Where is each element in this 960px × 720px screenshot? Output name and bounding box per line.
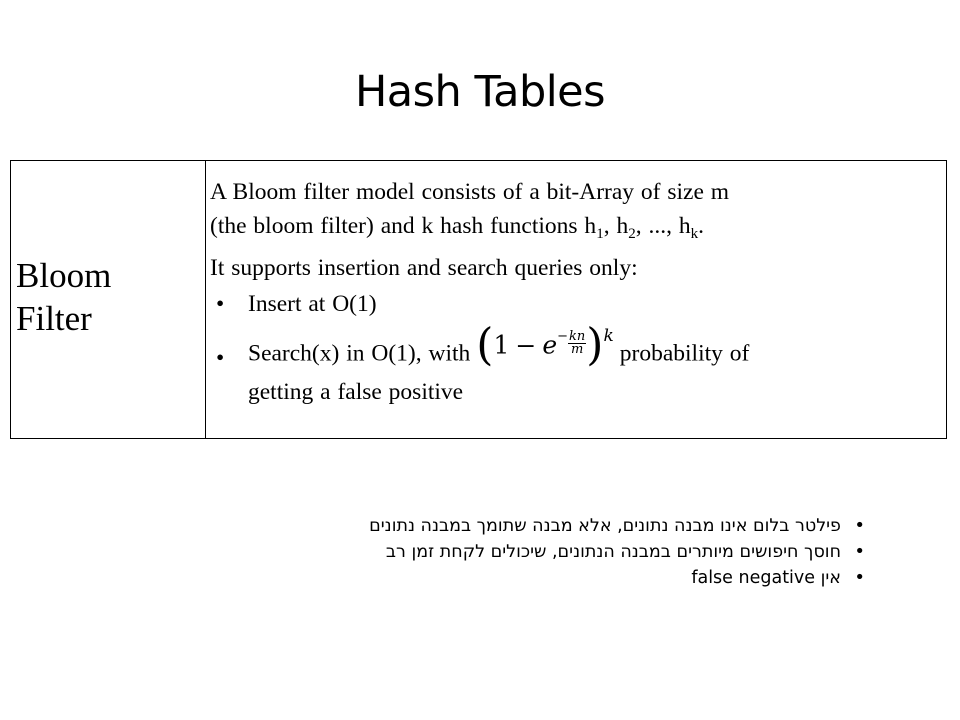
fraction-denominator: m [570,342,584,357]
formula-exponent [557,331,586,356]
bullet-insert [210,287,940,321]
slide-title: Hash Tables [354,67,606,117]
term-line-1: Bloom [16,256,112,295]
exponent-sign: − [557,329,569,344]
bullet-dot: • [216,291,225,317]
list-item: • אין false negative [369,565,865,591]
separator-1: , h [603,213,629,239]
hebrew-notes-list [369,513,865,591]
formula-power: k [603,326,614,346]
subscript-k: k [690,226,699,242]
bullet-insert-text: Insert at O(1) [248,291,377,317]
bullet-search-text: Search(x) in O(1), with [248,340,471,367]
bullet-search [210,319,940,409]
term-line-2: Filter [16,299,92,338]
subscript-2: 2 [628,226,636,242]
description-line-2 [210,209,940,251]
exponent-fraction [568,331,586,356]
left-paren: ( [476,319,494,371]
bullet-search-probability: probability of [619,340,750,367]
formula-minus: − [515,330,537,360]
list-item: • חוסך חיפושים מיותרים במבנה הנתונים, שיכולים לקחת זמן רב [369,539,865,565]
right-paren: ) [586,319,604,371]
bullet-search-content [248,319,750,409]
table-row [11,161,947,439]
term-cell [11,161,206,439]
description-cell [206,161,947,439]
separator-2: , ..., h [635,213,691,239]
subscript-1: 1 [596,226,604,242]
description-line-1: A Bloom filter model consists of a bit-Array of size m [210,179,730,205]
list-item: • פילטר בלום אינו מבנה נתונים, אלא מבנה שתומך במבנה נתונים [369,513,865,539]
bullet-search-line-2: getting a false positive [248,379,464,405]
bloom-filter-table [10,160,947,439]
hash-functions-text: (the bloom filter) and k hash functions h [210,213,597,239]
formula-one: 1 [493,330,510,360]
line-end: . [698,213,704,239]
false-positive-formula [476,319,614,383]
bullet-dot: • [216,345,225,371]
description-line-3: It supports insertion and search queries only: [210,255,638,281]
fraction-numerator: kn [569,329,586,344]
formula-e: e [542,330,558,360]
